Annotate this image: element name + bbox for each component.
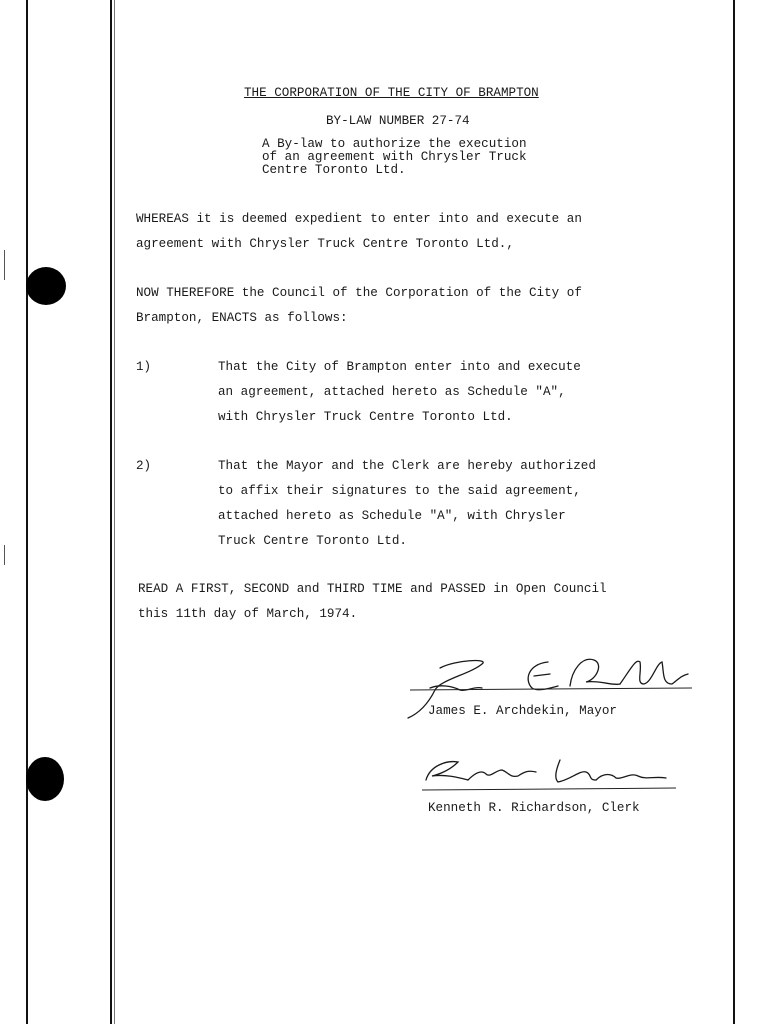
now-therefore-line-2: Brampton, ENACTS as follows: [136,311,348,325]
clerk-printed-name: Kenneth R. Richardson, Clerk [428,801,640,815]
whereas-line-2: agreement with Chrysler Truck Centre Toronto Ltd., [136,237,514,251]
purpose-line-1: A By-law to authorize the execution [262,137,527,151]
clause-1-line-1: That the City of Brampton enter into and execute [218,360,581,374]
purpose-line-3: Centre Toronto Ltd. [262,163,406,177]
reading-line-1: READ A FIRST, SECOND and THIRD TIME and PASSED in Open Council [138,582,607,596]
clerk-signature-line [422,788,676,790]
clause-2-line-2: to affix their signatures to the said agreement, [218,484,581,498]
mayor-printed-name: James E. Archdekin, Mayor [428,704,617,718]
bylaw-number: BY-LAW NUMBER 27-74 [326,114,470,128]
whereas-line-1: WHEREAS it is deemed expedient to enter into and execute an [136,212,582,226]
purpose-line-2: of an agreement with Chrysler Truck [262,150,527,164]
corporation-title: THE CORPORATION OF THE CITY OF BRAMPTON [244,86,539,100]
binding-edge-outer [26,0,28,1024]
left-mark-2 [4,545,5,565]
binding-edge-inner [110,0,112,1024]
clause-1-number: 1) [136,360,152,374]
clause-2-number: 2) [136,459,152,473]
clause-2-line-3: attached hereto as Schedule "A", with Chrysler [218,509,566,523]
now-therefore-line-1: NOW THEREFORE the Council of the Corporation of the City of [136,286,582,300]
right-page-edge [733,0,735,1024]
clerk-signature [420,740,680,796]
binding-edge-inner-shadow [114,0,115,1024]
punch-hole-top [26,267,66,305]
reading-line-2: this 11th day of March, 1974. [138,607,358,621]
clause-2-line-4: Truck Centre Toronto Ltd. [218,534,407,548]
left-mark-1 [4,250,5,280]
clause-1-line-3: with Chrysler Truck Centre Toronto Ltd. [218,410,513,424]
clause-2-line-1: That the Mayor and the Clerk are hereby authorized [218,459,596,473]
punch-hole-bottom [26,757,64,801]
clause-1-line-2: an agreement, attached hereto as Schedule "A", [218,385,566,399]
